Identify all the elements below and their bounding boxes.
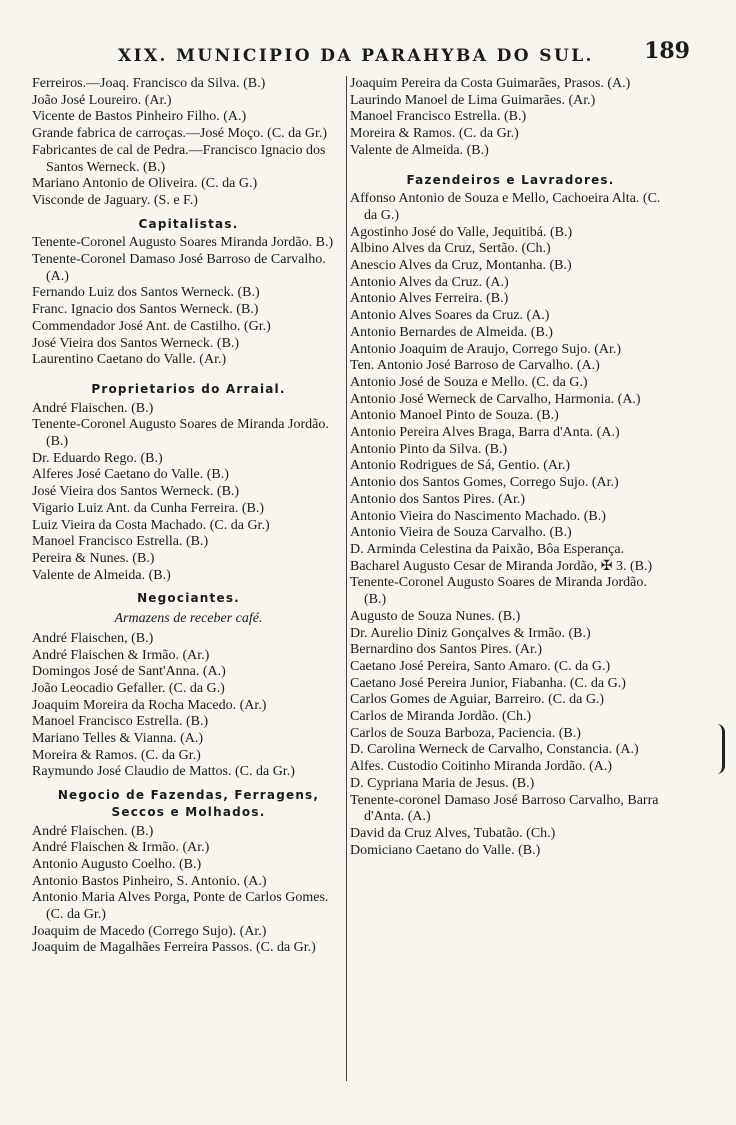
directory-entry: Tenente-Coronel Augusto Soares Miranda Jordão. B.): [32, 235, 334, 251]
directory-entry: Tenente-Coronel Damaso José Barroso de Carvalho. (A.): [32, 252, 326, 284]
page-title: XIX. MUNICIPIO DA PARAHYBA DO SUL.: [118, 46, 594, 66]
directory-entry: Carlos de Souza Barboza, Paciencia. (B.): [350, 725, 581, 741]
section-heading: Negocio de Fazendas, Ferragens, Seccos e Molhados.: [57, 788, 320, 819]
directory-entry: Antonio Maria Alves Porga, Ponte de Carlos Gomes. (C. da Gr.): [32, 890, 329, 923]
directory-entry: Antonio José Werneck de Carvalho, Harmonia. (A.): [350, 391, 641, 407]
directory-entry: Visconde de Jaguary. (S. e F.): [32, 192, 198, 208]
directory-entry: Grande fabrica de carroças.—José Moço. (C. da Gr.): [32, 126, 328, 142]
directory-entry: Commendador José Ant. de Castilho. (Gr.): [32, 318, 271, 334]
page-number: 189: [644, 38, 690, 64]
directory-entry: Anescio Alves da Cruz, Montanha. (B.): [350, 258, 572, 274]
directory-entry: Dr. Aurelio Diniz Gonçalves & Irmão. (B.): [350, 625, 591, 641]
directory-entry: Fabricantes de cal de Pedra.—Francisco Ignacio dos Santos Werneck. (B.): [32, 142, 326, 175]
directory-entry: Tenente-Coronel Augusto Soares de Miranda Jordão. (B.): [32, 417, 329, 450]
directory-entry: Laurindo Manoel de Lima Guimarães. (Ar.): [350, 92, 596, 108]
directory-entry: Antonio José de Souza e Mello. (C. da G.): [350, 374, 588, 390]
directory-entry: Ten. Antonio José Barroso de Carvalho. (A.): [350, 358, 600, 374]
column-divider: [346, 76, 347, 1081]
directory-entry: Mariano Telles & Vianna. (A.): [32, 731, 204, 747]
directory-entry: Bacharel Augusto Cesar de Miranda Jordão, ✠ 3. (B.): [350, 558, 653, 574]
directory-entry: Augusto de Souza Nunes. (B.): [350, 608, 521, 624]
directory-entry: Antonio Augusto Coelho. (B.): [32, 856, 202, 872]
directory-entry: Antonio Rodrigues de Sá, Gentio. (Ar.): [350, 458, 571, 474]
directory-entry: José Vieira dos Santos Werneck. (B.): [32, 335, 240, 351]
directory-entry: Antonio Vieira de Souza Carvalho. (B.): [350, 525, 572, 541]
subsection-heading: Armazens de receber café.: [114, 611, 263, 627]
directory-entry: Manoel Francisco Estrella. (B.): [32, 714, 209, 730]
section-heading: Fazendeiros e Lavradores.: [406, 172, 615, 187]
directory-entry: Ferreiros.—Joaq. Francisco da Silva. (B.): [32, 76, 266, 91]
directory-entry: Carlos Gomes de Aguiar, Barreiro. (C. da G.): [350, 692, 605, 708]
directory-entry: Joaquim Pereira da Costa Guimarães, Prasos. (A.): [350, 76, 631, 91]
page-edge-mark: [716, 724, 725, 774]
directory-entry: D. Carolina Werneck de Carvalho, Constancia. (A.): [350, 742, 639, 758]
directory-entry: João Leocadio Gefaller. (C. da G.): [32, 680, 225, 696]
directory-entry: Affonso Antonio de Souza e Mello, Cachoeira Alta. (C. da G.): [350, 191, 661, 223]
directory-entry: Raymundo José Claudio de Mattos. (C. da Gr.): [32, 764, 295, 780]
directory-entry: Moreira & Ramos. (C. da Gr.): [350, 126, 519, 142]
directory-entry: Tenente-coronel Damaso José Barroso Carvalho, Barra d'Anta. (A.): [350, 792, 659, 825]
directory-entry: Valente de Almeida. (B.): [32, 567, 171, 583]
directory-entry: Antonio Pinto da Silva. (B.): [350, 441, 508, 457]
directory-entry: Pereira & Nunes. (B.): [32, 550, 155, 566]
directory-entry: Manoel Francisco Estrella. (B.): [350, 109, 527, 125]
directory-entry: David da Cruz Alves, Tubatão. (Ch.): [350, 825, 556, 841]
directory-entry: Caetano José Pereira Junior, Fiabanha. (C. da G.): [350, 675, 626, 691]
directory-entry: Joaquim de Magalhães Ferreira Passos. (C. da Gr.): [32, 940, 316, 956]
section-heading: Proprietarios do Arraial.: [91, 381, 286, 396]
directory-entry: Antonio Alves da Cruz. (A.): [350, 274, 509, 290]
directory-entry: Antonio Alves Ferreira. (B.): [350, 291, 509, 307]
section-heading: Capitalistas.: [138, 216, 239, 231]
directory-entry: Alfes. Custodio Coitinho Miranda Jordão. (A.): [350, 759, 613, 775]
directory-entry: Tenente-Coronel Augusto Soares de Miranda Jordão. (B.): [350, 575, 647, 608]
directory-entry: Fernando Luiz dos Santos Werneck. (B.): [32, 285, 260, 301]
directory-entry: Vigario Luiz Ant. da Cunha Ferreira. (B.): [32, 500, 265, 516]
directory-entry: Joaquim Moreira da Rocha Macedo. (Ar.): [32, 697, 267, 713]
directory-entry: Moreira & Ramos. (C. da Gr.): [32, 747, 201, 763]
section-heading: Negociantes.: [137, 591, 240, 606]
directory-entry: Vicente de Bastos Pinheiro Filho. (A.): [32, 109, 247, 125]
directory-entry: Valente de Almeida. (B.): [350, 142, 489, 158]
directory-entry: Antonio dos Santos Gomes, Corrego Sujo. (Ar.): [350, 475, 619, 491]
right-column: [350, 76, 671, 1096]
left-column: [32, 76, 345, 1096]
directory-entry: Laurentino Caetano do Valle. (Ar.): [32, 352, 227, 368]
spacer: [32, 369, 345, 375]
directory-entry: Antonio Joaquim de Araujo, Corrego Sujo. (Ar.): [350, 341, 622, 357]
directory-entry: Antonio Bastos Pinheiro, S. Antonio. (A.): [32, 873, 267, 889]
directory-entry: André Flaischen. (B.): [32, 400, 154, 416]
directory-entry: Bernardino dos Santos Pires. (Ar.): [350, 642, 543, 658]
directory-entry: Antonio Alves Soares da Cruz. (A.): [350, 308, 550, 324]
directory-entry: João José Loureiro. (Ar.): [32, 92, 172, 108]
directory-entry: Dr. Eduardo Rego. (B.): [32, 450, 163, 466]
directory-entry: Franc. Ignacio dos Santos Werneck. (B.): [32, 302, 259, 318]
directory-entry: Albino Alves da Cruz, Sertão. (Ch.): [350, 241, 551, 257]
directory-entry: D. Cypriana Maria de Jesus. (B.): [350, 775, 535, 791]
directory-entry: André Flaischen, (B.): [32, 630, 154, 646]
directory-entry: Antonio Bernardes de Almeida. (B.): [350, 324, 553, 340]
directory-entry: Antonio Vieira do Nascimento Machado. (B.): [350, 508, 606, 524]
directory-entry: José Vieira dos Santos Werneck. (B.): [32, 484, 240, 500]
page-header: [30, 34, 690, 70]
directory-entry: André Flaischen & Irmão. (Ar.): [32, 647, 210, 663]
directory-entry: Joaquim de Macedo (Corrego Sujo). (Ar.): [32, 923, 267, 939]
directory-entry: Domingos José de Sant'Anna. (A.): [32, 664, 226, 680]
directory-entry: Carlos de Miranda Jordão. (Ch.): [350, 709, 532, 725]
directory-entry: Caetano José Pereira, Santo Amaro. (C. da G.): [350, 658, 611, 674]
directory-entry: Agostinho José do Valle, Jequitibá. (B.): [350, 224, 573, 240]
directory-entry: Mariano Antonio de Oliveira. (C. da G.): [32, 176, 258, 192]
directory-entry: André Flaischen. (B.): [32, 823, 154, 839]
directory-entry: André Flaischen & Irmão. (Ar.): [32, 840, 210, 856]
directory-entry: Alferes José Caetano do Valle. (B.): [32, 467, 229, 483]
directory-entry: Luiz Vieira da Costa Machado. (C. da Gr.): [32, 517, 270, 533]
directory-entry: Domiciano Caetano do Valle. (B.): [350, 842, 541, 858]
directory-entry: Antonio Manoel Pinto de Souza. (B.): [350, 408, 559, 424]
directory-entry: Antonio dos Santos Pires. (Ar.): [350, 491, 525, 507]
directory-entry: Manoel Francisco Estrella. (B.): [32, 534, 209, 550]
spacer: [350, 160, 671, 166]
directory-entry: D. Arminda Celestina da Paixão, Bôa Esperança.: [350, 541, 625, 557]
directory-entry: Antonio Pereira Alves Braga, Barra d'Anta. (A.): [350, 425, 620, 441]
